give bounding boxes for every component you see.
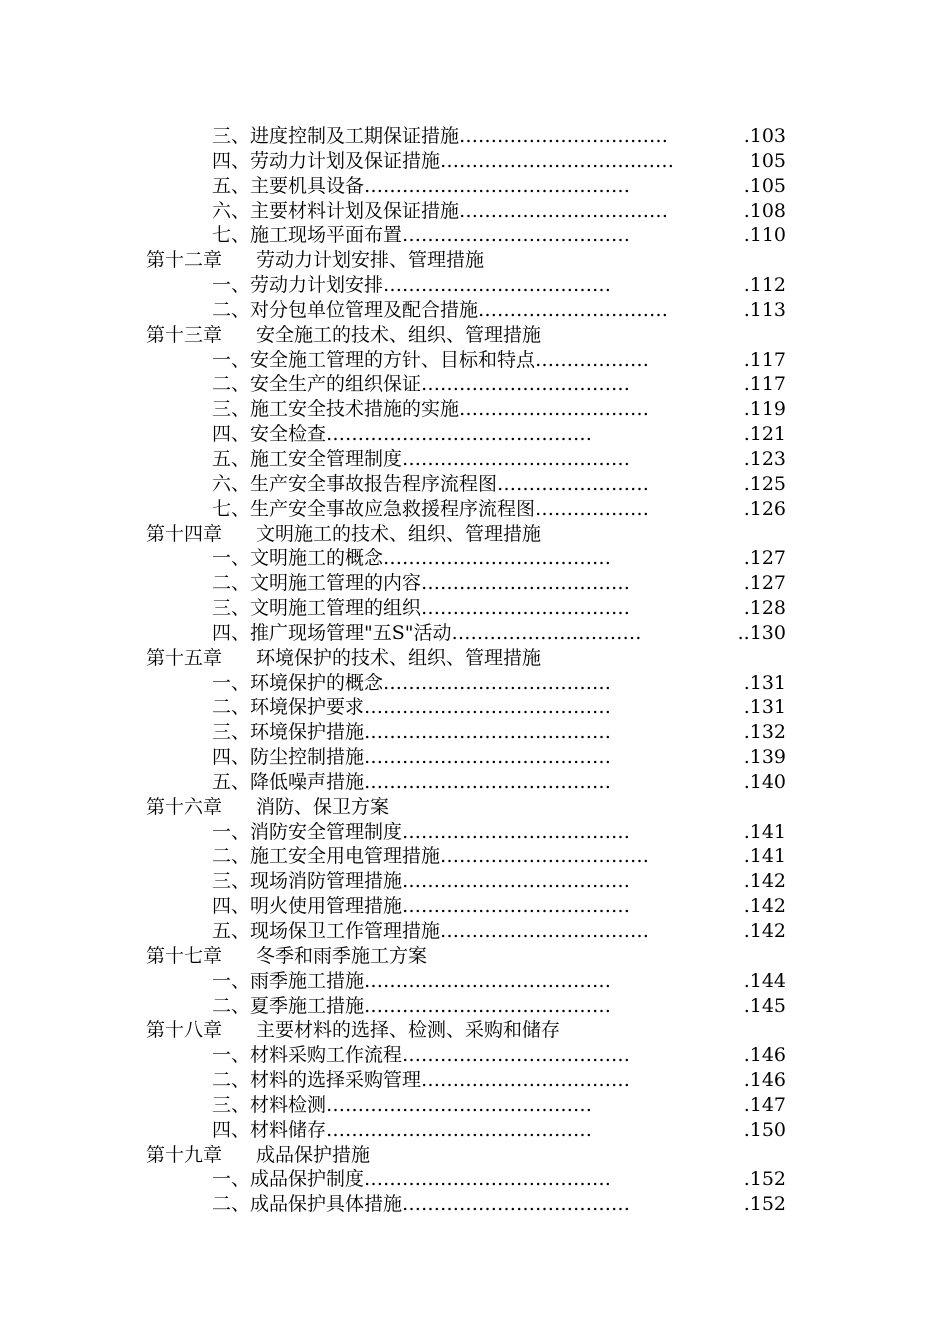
toc-leader-dots: ………………………………	[402, 870, 631, 893]
toc-item-label: 四、防尘控制措施	[212, 746, 365, 769]
toc-item-label: 三、文明施工管理的组织	[212, 597, 422, 620]
toc-item-label: 一、材料采购工作流程	[212, 1044, 403, 1067]
toc-leader-dots: …………………………………	[364, 696, 612, 719]
toc-leader-dots: ……………………………………	[326, 423, 593, 446]
toc-item[interactable]	[146, 124, 786, 149]
toc-leader-dots: ……………………………	[421, 572, 631, 595]
toc-leader-dots: ……………………	[497, 472, 650, 495]
toc-leader-dots: …………………………	[451, 621, 642, 644]
toc-item[interactable]	[146, 571, 786, 596]
toc-item-label: 三、施工安全技术措施的实施	[212, 398, 460, 421]
toc-item[interactable]	[146, 472, 786, 497]
toc-leader-dots: ………………………………	[383, 274, 612, 297]
toc-chapter[interactable]	[146, 248, 786, 273]
toc-item[interactable]	[146, 1118, 786, 1143]
toc-leader-dots: ………………	[535, 348, 650, 371]
toc-item-label: 一、雨季施工措施	[212, 969, 365, 992]
toc-item[interactable]	[146, 894, 786, 919]
toc-page-number: .146	[743, 1044, 786, 1067]
toc-page-number: .150	[743, 1118, 786, 1141]
toc-item-label: 二、文明施工管理的内容	[212, 572, 422, 595]
toc-page-number: .103	[743, 125, 786, 147]
toc-leader-dots: …………………………………	[364, 770, 612, 793]
table-of-contents	[146, 124, 786, 1217]
toc-item-label: 五、现场保卫工作管理措施	[212, 920, 441, 942]
toc-item[interactable]	[146, 1043, 786, 1068]
chapter-number: 第十三章	[146, 323, 223, 346]
chapter-number: 第十八章	[146, 1019, 223, 1042]
toc-leader-dots: ………………………………	[402, 224, 631, 247]
toc-item-label: 五、施工安全管理制度	[212, 447, 403, 470]
toc-item[interactable]	[146, 372, 786, 397]
toc-leader-dots: ………………………….……	[440, 149, 675, 172]
toc-leader-dots: …………………………………	[364, 721, 612, 744]
toc-page-number: .117	[743, 373, 786, 396]
toc-item[interactable]	[146, 820, 786, 845]
toc-chapter[interactable]	[146, 522, 786, 547]
toc-page-number: .117	[743, 348, 786, 371]
toc-item[interactable]	[146, 149, 786, 174]
toc-page-number: 105	[749, 149, 786, 172]
toc-item[interactable]	[146, 447, 786, 472]
toc-page-number: .144	[743, 969, 786, 992]
toc-page-number: .123	[743, 447, 786, 470]
toc-leader-dots: ……………………………………	[326, 1093, 593, 1116]
toc-page-number: .152	[743, 1193, 786, 1216]
toc-item-label: 一、消防安全管理制度	[212, 820, 403, 843]
toc-leader-dots: ……………………………	[459, 125, 669, 147]
toc-page-number: .112	[743, 274, 786, 297]
toc-item-label: 六、生产安全事故报告程序流程图	[212, 472, 498, 495]
chapter-number: 第十四章	[146, 522, 223, 545]
chapter-number: 第十九章	[146, 1143, 223, 1166]
toc-page-number: .127	[743, 572, 786, 595]
toc-leader-dots: ………………………………	[402, 447, 631, 470]
toc-leader-dots: ……………………………	[440, 920, 650, 942]
toc-item[interactable]	[146, 770, 786, 795]
toc-leader-dots: …………………………	[478, 298, 669, 321]
toc-page-number: .147	[743, 1093, 786, 1116]
toc-page-number: .131	[743, 696, 786, 719]
toc-item-label: 二、安全生产的组织保证	[212, 373, 422, 396]
toc-item-label: 三、现场消防管理措施	[212, 870, 403, 893]
toc-leader-dots: …………………………	[459, 398, 650, 421]
toc-item-label: 三、材料检测	[212, 1093, 327, 1116]
toc-item-label: 二、夏季施工措施	[212, 994, 365, 1017]
toc-item[interactable]	[146, 1192, 786, 1217]
chapter-title: 劳动力计划安排、管理措施	[256, 249, 485, 272]
toc-item-label: 三、环境保护措施	[212, 721, 365, 744]
toc-item-label: 一、环境保护的概念	[212, 671, 384, 694]
toc-item[interactable]	[146, 869, 786, 894]
toc-item[interactable]	[146, 1093, 786, 1118]
toc-leader-dots: ……………………………………	[364, 174, 631, 197]
toc-item[interactable]	[146, 298, 786, 323]
chapter-title: 成品保护措施	[256, 1143, 371, 1166]
toc-page-number: .126	[743, 497, 786, 520]
toc-page-number: .108	[743, 199, 786, 222]
chapter-number: 第十二章	[146, 249, 223, 272]
toc-item-label: 二、材料的选择采购管理	[212, 1069, 422, 1092]
toc-page-number: .152	[743, 1168, 786, 1191]
chapter-title: 冬季和雨季施工方案	[256, 944, 428, 967]
toc-item-label: 四、明火使用管理措施	[212, 895, 403, 918]
toc-page-number: ..130	[737, 621, 786, 644]
toc-leader-dots: ……………………………………	[326, 1118, 593, 1141]
toc-item-label: 四、推广现场管理"五S"活动	[212, 621, 452, 644]
toc-leader-dots: …………………………………	[364, 994, 612, 1017]
toc-chapter[interactable]	[146, 646, 786, 671]
toc-page-number: .142	[743, 870, 786, 893]
toc-leader-dots: …………………………………	[364, 1168, 612, 1191]
toc-item[interactable]	[146, 348, 786, 373]
toc-item[interactable]	[146, 621, 786, 646]
toc-item[interactable]	[146, 546, 786, 571]
toc-item[interactable]	[146, 397, 786, 422]
toc-chapter[interactable]	[146, 1143, 786, 1168]
toc-page-number: .132	[743, 721, 786, 744]
toc-page-number: .113	[743, 298, 786, 321]
toc-item-label: 二、对分包单位管理及配合措施	[212, 298, 479, 321]
toc-leader-dots: ………………………………	[402, 820, 631, 843]
toc-page-number: .141	[743, 845, 786, 868]
toc-page-number: .139	[743, 746, 786, 769]
toc-leader-dots: ………………………………	[402, 895, 631, 918]
toc-item[interactable]	[146, 174, 786, 199]
chapter-title: 文明施工的技术、组织、管理措施	[256, 522, 542, 545]
toc-item-label: 一、文明施工的概念	[212, 547, 384, 570]
toc-item-label: 三、进度控制及工期保证措施	[212, 125, 460, 147]
toc-item[interactable]	[146, 422, 786, 447]
toc-item[interactable]	[146, 844, 786, 869]
toc-item[interactable]	[146, 1068, 786, 1093]
toc-page-number: .128	[743, 597, 786, 620]
toc-leader-dots: ……………………………	[421, 373, 631, 396]
toc-page-number: .131	[743, 671, 786, 694]
toc-item-label: 四、安全检查	[212, 423, 327, 446]
toc-leader-dots: ………………	[535, 497, 650, 520]
toc-page-number: .140	[743, 770, 786, 793]
toc-page-number: .121	[743, 423, 786, 446]
toc-leader-dots: …………………………………	[364, 969, 612, 992]
toc-page-number: .105	[743, 174, 786, 197]
toc-item-label: 五、主要机具设备	[212, 174, 365, 197]
chapter-title: 安全施工的技术、组织、管理措施	[256, 323, 542, 346]
toc-leader-dots: ……………………………	[421, 597, 631, 620]
toc-leader-dots: …………………………………	[364, 746, 612, 769]
toc-item[interactable]	[146, 273, 786, 298]
toc-page-number: .127	[743, 547, 786, 570]
toc-item-label: 二、成品保护具体措施	[212, 1193, 403, 1216]
toc-leader-dots: ………………………………	[383, 547, 612, 570]
toc-item[interactable]	[146, 919, 786, 944]
toc-page-number: .145	[743, 994, 786, 1017]
toc-item[interactable]	[146, 994, 786, 1019]
toc-item[interactable]	[146, 497, 786, 522]
toc-item[interactable]	[146, 223, 786, 248]
toc-chapter[interactable]	[146, 944, 786, 969]
toc-item-label: 一、成品保护制度	[212, 1168, 365, 1191]
toc-page-number: .142	[743, 895, 786, 918]
chapter-number: 第十五章	[146, 646, 223, 669]
toc-item[interactable]	[146, 695, 786, 720]
toc-page-number: .146	[743, 1069, 786, 1092]
toc-item-label: 一、劳动力计划安排	[212, 274, 384, 297]
toc-item[interactable]	[146, 969, 786, 994]
toc-page-number: .142	[743, 920, 786, 942]
toc-leader-dots: ………………………………	[402, 1044, 631, 1067]
toc-item-label: 四、材料储存	[212, 1118, 327, 1141]
toc-item[interactable]	[146, 596, 786, 621]
toc-leader-dots: ……………………………	[421, 1069, 631, 1092]
toc-chapter[interactable]	[146, 323, 786, 348]
chapter-title: 消防、保卫方案	[256, 795, 390, 818]
toc-item-label: 六、主要材料计划及保证措施	[212, 199, 460, 222]
toc-item-label: 七、施工现场平面布置	[212, 224, 403, 247]
toc-page-number: .119	[743, 398, 786, 421]
toc-item-label: 七、生产安全事故应急救援程序流程图	[212, 497, 536, 520]
chapter-title: 主要材料的选择、检测、采购和储存	[256, 1019, 561, 1042]
toc-item-label: 二、环境保护要求	[212, 696, 365, 719]
toc-page-number: .141	[743, 820, 786, 843]
toc-item-label: 二、施工安全用电管理措施	[212, 845, 441, 868]
toc-item-label: 五、降低噪声措施	[212, 770, 365, 793]
chapter-title: 环境保护的技术、组织、管理措施	[256, 646, 542, 669]
toc-page-number: .125	[743, 472, 786, 495]
chapter-number: 第十六章	[146, 795, 223, 818]
toc-chapter[interactable]	[146, 1018, 786, 1043]
toc-item-label: 一、安全施工管理的方针、目标和特点	[212, 348, 536, 371]
toc-item[interactable]	[146, 720, 786, 745]
toc-leader-dots: ……………………………	[440, 845, 650, 868]
toc-item[interactable]	[146, 745, 786, 770]
toc-leader-dots: ………………………………	[383, 671, 612, 694]
toc-item[interactable]	[146, 1167, 786, 1192]
toc-item-label: 四、劳动力计划及保证措施	[212, 149, 441, 172]
toc-leader-dots: ………………………………	[402, 1193, 631, 1216]
toc-chapter[interactable]	[146, 795, 786, 820]
toc-item[interactable]	[146, 199, 786, 224]
toc-leader-dots: ……………………………	[459, 199, 669, 222]
chapter-number: 第十七章	[146, 944, 223, 967]
toc-item[interactable]	[146, 671, 786, 696]
toc-page-number: .110	[743, 224, 786, 247]
